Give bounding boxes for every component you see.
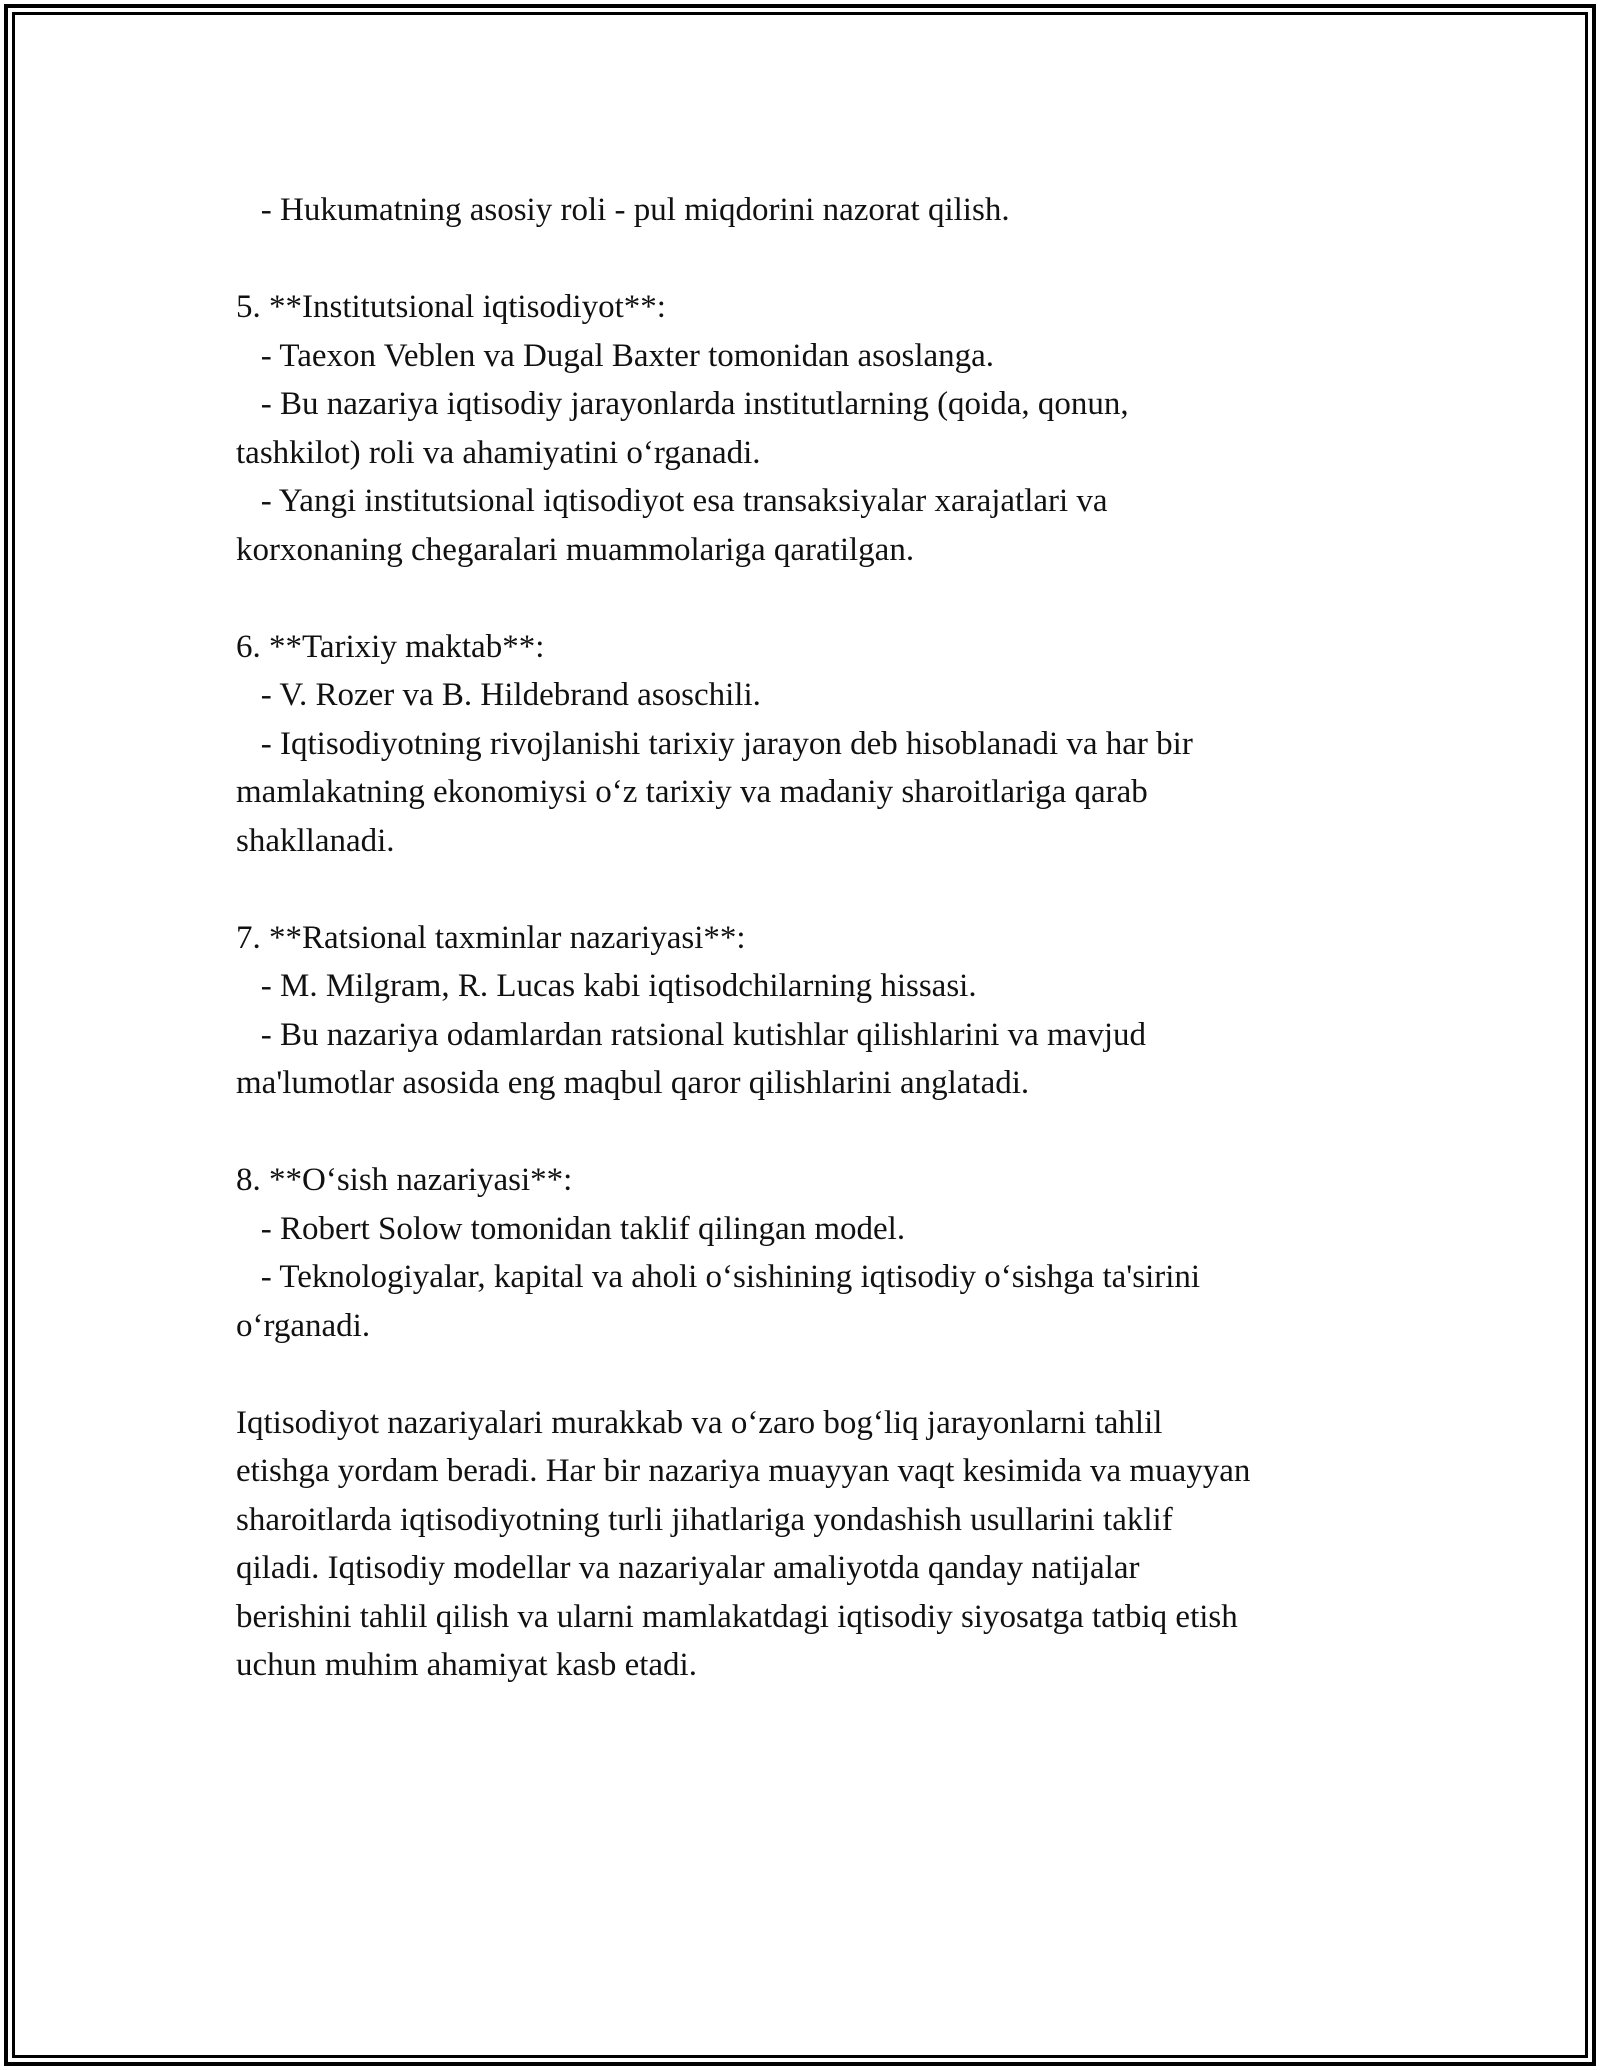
text-line: berishini tahlil qilish va ularni mamlakatdagi iqtisodiy siyosatga tatbiq etish (236, 1598, 1238, 1635)
text-line: - Yangi institutsional iqtisodiyot esa transaksiyalar xarajatlari va (236, 483, 1108, 519)
blank-line (236, 1350, 1386, 1399)
text-line: uchun muhim ahamiyat kasb etadi. (236, 1647, 697, 1683)
document-body (236, 186, 1386, 1690)
blank-line (236, 574, 1386, 623)
text-line: - Taexon Veblen va Dugal Baxter tomonidan asoslanga. (236, 337, 995, 374)
blank-line (236, 1108, 1386, 1157)
text-line: etishga yordam beradi. Har bir nazariya muayyan vaqt kesimida va muayyan (236, 1453, 1251, 1489)
text-line: tashkilot) roli va ahamiyatini o‘rganadi. (236, 434, 761, 471)
text-line: - Iqtisodiyotning rivojlanishi tarixiy jarayon deb hisoblanadi va har bir (236, 725, 1193, 762)
text-line: - Hukumatning asosiy roli - pul miqdorini nazorat qilish. (236, 192, 1010, 228)
text-line: - M. Milgram, R. Lucas kabi iqtisodchilarning hissasi. (236, 968, 977, 1004)
text-line: o‘rganadi. (236, 1307, 371, 1344)
text-line: - Teknologiyalar, kapital va aholi o‘sishining iqtisodiy o‘sishga ta'sirini (236, 1259, 1201, 1295)
blank-line (236, 865, 1386, 914)
text-line: mamlakatning ekonomiysi o‘z tarixiy va madaniy sharoitlariga qarab (236, 774, 1148, 810)
text-line: sharoitlarda iqtisodiyotning turli jihatlariga yondashish usullarini taklif (236, 1501, 1173, 1538)
text-line: ma'lumotlar asosida eng maqbul qaror qilishlarini anglatadi. (236, 1065, 1030, 1101)
text-line: - Robert Solow tomonidan taklif qilingan model. (236, 1210, 906, 1247)
text-line: 6. **Tarixiy maktab**: (236, 628, 545, 665)
text-line: - V. Rozer va B. Hildebrand asoschili. (236, 677, 761, 713)
text-line: qiladi. Iqtisodiy modellar va nazariyalar amaliyotda qanday natijalar (236, 1550, 1140, 1586)
text-line: korxonaning chegaralari muammolariga qaratilgan. (236, 531, 915, 568)
text-line: 7. **Ratsional taxminlar nazariyasi**: (236, 919, 746, 956)
text-line: Iqtisodiyot nazariyalari murakkab va o‘zaro bog‘liq jarayonlarni tahlil (236, 1404, 1163, 1441)
text-line: 8. **O‘sish nazariyasi**: (236, 1162, 573, 1198)
text-line: - Bu nazariya iqtisodiy jarayonlarda institutlarning (qoida, qonun, (236, 386, 1129, 422)
text-line: 5. **Institutsional iqtisodiyot**: (236, 289, 666, 325)
blank-line (236, 235, 1386, 284)
text-line: - Bu nazariya odamlardan ratsional kutishlar qilishlarini va mavjud (236, 1016, 1146, 1053)
text-line: shakllanadi. (236, 822, 395, 859)
